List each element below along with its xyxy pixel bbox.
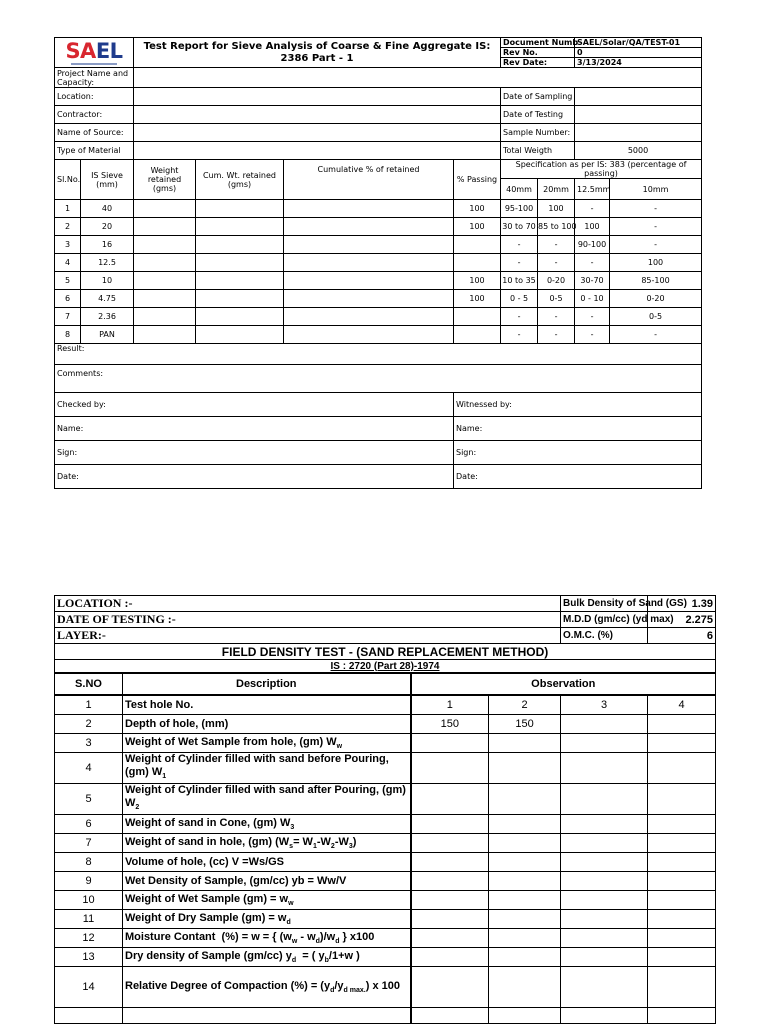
description-cell: Weight of sand in hole, (gm) $(W_s= W_1-W_2-W_3)$ (123, 834, 411, 853)
table-row (55, 948, 716, 967)
observation-1-cell[interactable] (411, 834, 489, 853)
spec-10-cell: 85-100 (610, 272, 702, 290)
table-row (55, 815, 716, 834)
observation-3-cell: 3 (561, 695, 648, 715)
cum-pct-cell[interactable] (284, 308, 454, 326)
col-description: Description (123, 673, 411, 695)
observation-1-cell[interactable] (411, 753, 489, 784)
weight-cell[interactable] (134, 200, 196, 218)
spec-12-5-cell: 100 (575, 218, 610, 236)
table-row (55, 308, 702, 326)
cum-weight-cell[interactable] (196, 326, 284, 344)
mdd-value: 2.275 (648, 612, 716, 628)
table-row (55, 254, 702, 272)
slno-cell: 8 (55, 326, 81, 344)
observation-4-cell[interactable] (648, 784, 716, 815)
next-row-partial-obs (561, 1008, 648, 1024)
spec-12-5-cell: 30-70 (575, 272, 610, 290)
observation-3-cell[interactable] (561, 891, 648, 910)
spec-40-cell: 0 - 5 (501, 290, 538, 308)
observation-1-cell[interactable] (411, 853, 489, 872)
weight-cell[interactable] (134, 308, 196, 326)
sieve-cell: 4.75 (81, 290, 134, 308)
cum-pct-cell[interactable] (284, 236, 454, 254)
spec-12-5-cell: - (575, 200, 610, 218)
sno-cell: 6 (55, 815, 123, 834)
observation-4-cell[interactable] (648, 834, 716, 853)
description-cell: Weight of Cylinder filled with sand after Pouring, (gm) $W_2$ (123, 784, 411, 815)
description-cell: Weight of Wet Sample $(gm) = w_w$ (123, 891, 411, 910)
cum-pct-cell[interactable] (284, 254, 454, 272)
cum-pct-cell[interactable] (284, 290, 454, 308)
observation-2-cell[interactable] (489, 891, 561, 910)
meta-label: Document Numb (501, 38, 575, 48)
meta-value: 0 (575, 48, 702, 58)
table-row (55, 967, 716, 1008)
observation-2-cell[interactable] (489, 910, 561, 929)
checked-by-label: Checked by: (55, 393, 454, 417)
description-cell: Weight of Dry Sample $(gm) = w_d$ (123, 910, 411, 929)
spec-20-cell: - (538, 254, 575, 272)
source-value[interactable] (134, 124, 501, 142)
cum-weight-cell[interactable] (196, 272, 284, 290)
description-cell: Weight of Cylinder filled with sand before Pouring, (gm) $W_1$ (123, 753, 411, 784)
meta-label: Rev Date: (501, 58, 575, 68)
layer-label: LAYER:- (55, 628, 411, 644)
field-density-subtitle (55, 660, 716, 674)
observation-1-cell[interactable] (411, 784, 489, 815)
observation-2-cell[interactable] (489, 815, 561, 834)
col-spec-10mm: 10mm (610, 179, 702, 200)
witness-date-label: Date: (454, 465, 702, 489)
slno-cell: 5 (55, 272, 81, 290)
location-value[interactable] (411, 596, 561, 612)
source-label: Name of Source: (55, 124, 134, 142)
description-cell: Relative Degree of Compaction (%) = $(y_d/y_{d max.})$ x 100 (123, 967, 411, 1008)
passing-cell (454, 254, 501, 272)
observation-3-cell[interactable] (561, 853, 648, 872)
weight-cell[interactable] (134, 236, 196, 254)
cum-pct-cell[interactable] (284, 326, 454, 344)
total-weight-value: 5000 (575, 142, 702, 160)
field-density-table (54, 595, 716, 1024)
bulk-density-label: Bulk Density of Sand (GS) (561, 596, 648, 612)
table-row (55, 715, 716, 734)
observation-4-cell[interactable] (648, 891, 716, 910)
col-sno: S.NO (55, 673, 123, 695)
spec-12-5-cell: - (575, 326, 610, 344)
spec-20-cell: - (538, 236, 575, 254)
observation-2-cell[interactable] (489, 967, 561, 1008)
observation-3-cell[interactable] (561, 948, 648, 967)
spec-10-cell: - (610, 326, 702, 344)
observation-4-cell[interactable] (648, 853, 716, 872)
col-spec-20mm: 20mm (538, 179, 575, 200)
slno-cell: 3 (55, 236, 81, 254)
col-weight: Weight retained (gms) (134, 160, 196, 200)
observation-1-cell[interactable] (411, 872, 489, 891)
observation-2-cell: 150 (489, 715, 561, 734)
col-specification: Specification as per IS: 383 (percentage of passing) (501, 160, 702, 179)
comments-label: Comments: (55, 365, 702, 393)
cum-weight-cell[interactable] (196, 218, 284, 236)
passing-cell: 100 (454, 272, 501, 290)
spec-20-cell: 85 to 100 (538, 218, 575, 236)
observation-1-cell[interactable] (411, 734, 489, 753)
col-cum-pct: Cumulative % of retained (284, 160, 454, 200)
table-row (55, 200, 702, 218)
cum-weight-cell[interactable] (196, 200, 284, 218)
sno-cell: 13 (55, 948, 123, 967)
description-cell: Dry density of Sample (gm/cc) $y_d$ = ( $y_b/1+w$ ) (123, 948, 411, 967)
next-row-partial-obs (411, 1008, 489, 1024)
spec-20-cell: 100 (538, 200, 575, 218)
observation-2-cell[interactable] (489, 834, 561, 853)
passing-cell (454, 326, 501, 344)
contractor-label: Contractor: (55, 106, 134, 124)
observation-3-cell[interactable] (561, 929, 648, 948)
col-slno: Sl.No. (55, 160, 81, 200)
weight-cell[interactable] (134, 254, 196, 272)
checker-date-label: Date: (55, 465, 454, 489)
observation-3-cell[interactable] (561, 910, 648, 929)
observation-4-cell[interactable] (648, 815, 716, 834)
observation-1-cell: 1 (411, 695, 489, 715)
description-cell: Weight of sand in Cone, (gm) $W_3$ (123, 815, 411, 834)
mdd-label: M.D.D (gm/cc) (yd max) (561, 612, 648, 628)
observation-2-cell[interactable] (489, 872, 561, 891)
table-row (55, 272, 702, 290)
spec-40-cell: 10 to 35 (501, 272, 538, 290)
observation-1-cell[interactable] (411, 948, 489, 967)
observation-4-cell[interactable] (648, 910, 716, 929)
description-cell: Wet Density of Sample, (gm/cc) yb = Ww/V (123, 872, 411, 891)
weight-cell[interactable] (134, 326, 196, 344)
sno-cell: 7 (55, 834, 123, 853)
sno-cell: 14 (55, 967, 123, 1008)
observation-1-cell[interactable] (411, 815, 489, 834)
sno-cell: 11 (55, 910, 123, 929)
observation-2-cell[interactable] (489, 853, 561, 872)
sno-cell: 10 (55, 891, 123, 910)
weight-cell[interactable] (134, 218, 196, 236)
observation-1-cell[interactable] (411, 891, 489, 910)
spec-40-cell: - (501, 308, 538, 326)
table-row (55, 290, 702, 308)
observation-4-cell: 4 (648, 695, 716, 715)
sno-cell: 8 (55, 853, 123, 872)
description-cell: Test hole No. (123, 695, 411, 715)
result-label: Result: (55, 344, 702, 365)
spec-20-cell: - (538, 326, 575, 344)
sieve-cell: 16 (81, 236, 134, 254)
omc-value: 6 (648, 628, 716, 644)
date-testing-label: Date of Testing (501, 106, 575, 124)
meta-label: Rev No. (501, 48, 575, 58)
date-of-testing-label: DATE OF TESTING :- (55, 612, 411, 628)
description-cell: Weight of Wet Sample from hole, (gm) $W_w$ (123, 734, 411, 753)
slno-cell: 6 (55, 290, 81, 308)
field-density-title: FIELD DENSITY TEST - (SAND REPLACEMENT METHOD) (55, 644, 716, 660)
table-row (55, 218, 702, 236)
observation-2-cell[interactable] (489, 753, 561, 784)
observation-4-cell[interactable] (648, 967, 716, 1008)
standard-reference: IS : 2720 (Part 28)-1974 (330, 660, 440, 672)
observation-2-cell[interactable] (489, 784, 561, 815)
location-label: Location: (55, 88, 134, 106)
sno-cell: 9 (55, 872, 123, 891)
witnessed-by-label: Witnessed by: (454, 393, 702, 417)
checker-name-label: Name: (55, 417, 454, 441)
col-cum-weight: Cum. Wt. retained (gms) (196, 160, 284, 200)
spec-10-cell: 0-20 (610, 290, 702, 308)
meta-value: SAEL/Solar/QA/TEST-01 (575, 38, 702, 48)
omc-label: O.M.C. (%) (561, 628, 648, 644)
date-of-testing-value[interactable] (411, 612, 561, 628)
observation-4-cell[interactable] (648, 753, 716, 784)
spec-10-cell: 0-5 (610, 308, 702, 326)
table-row (55, 910, 716, 929)
observation-4-cell[interactable] (648, 929, 716, 948)
slno-cell: 2 (55, 218, 81, 236)
report-title: Test Report for Sieve Analysis of Coarse & Fine Aggregate IS: 2386 Part - 1 (134, 38, 501, 68)
spec-40-cell: - (501, 326, 538, 344)
observation-2-cell[interactable] (489, 734, 561, 753)
table-row (55, 734, 716, 753)
material-value[interactable] (134, 142, 501, 160)
sno-cell: 1 (55, 695, 123, 715)
passing-cell (454, 308, 501, 326)
cum-pct-cell[interactable] (284, 272, 454, 290)
spec-20-cell: 0-5 (538, 290, 575, 308)
cum-weight-cell[interactable] (196, 290, 284, 308)
sieve-cell: 2.36 (81, 308, 134, 326)
sno-cell: 4 (55, 753, 123, 784)
observation-3-cell[interactable] (561, 815, 648, 834)
spec-10-cell: - (610, 200, 702, 218)
company-logo: SAEL (55, 38, 134, 68)
cum-pct-cell[interactable] (284, 200, 454, 218)
spec-12-5-cell: 0 - 10 (575, 290, 610, 308)
location-label: LOCATION :- (55, 596, 411, 612)
observation-4-cell[interactable] (648, 872, 716, 891)
observation-2-cell: 2 (489, 695, 561, 715)
bulk-density-value: 1.39 (648, 596, 716, 612)
observation-1-cell[interactable] (411, 967, 489, 1008)
meta-value: 3/13/2024 (575, 58, 702, 68)
table-row (55, 872, 716, 891)
spec-10-cell: - (610, 218, 702, 236)
witness-sign-label: Sign: (454, 441, 702, 465)
sieve-cell: 40 (81, 200, 134, 218)
layer-value[interactable] (411, 628, 561, 644)
col-spec-40mm: 40mm (501, 179, 538, 200)
sieve-cell: PAN (81, 326, 134, 344)
sieve-cell: 12.5 (81, 254, 134, 272)
spec-12-5-cell: - (575, 308, 610, 326)
passing-cell: 100 (454, 200, 501, 218)
table-row (55, 784, 716, 815)
project-label: Project Name and Capacity: (55, 68, 134, 88)
observation-1-cell[interactable] (411, 929, 489, 948)
spec-40-cell: - (501, 254, 538, 272)
date-testing-value[interactable] (575, 106, 702, 124)
observation-3-cell[interactable] (561, 784, 648, 815)
table-row (55, 853, 716, 872)
observation-2-cell[interactable] (489, 929, 561, 948)
table-row (55, 236, 702, 254)
sieve-cell: 10 (81, 272, 134, 290)
slno-cell: 7 (55, 308, 81, 326)
col-spec-12-5mm: 12.5mm (575, 179, 610, 200)
observation-3-cell[interactable] (561, 967, 648, 1008)
sno-cell: 3 (55, 734, 123, 753)
date-sampling-value[interactable] (575, 88, 702, 106)
table-row (55, 891, 716, 910)
sample-number-value[interactable] (575, 124, 702, 142)
contractor-value[interactable] (134, 106, 501, 124)
observation-1-cell: 150 (411, 715, 489, 734)
description-cell: Volume of hole, (cc) V =Ws/GS (123, 853, 411, 872)
description-cell: Depth of hole, (mm) (123, 715, 411, 734)
sample-number-label: Sample Number: (501, 124, 575, 142)
observation-3-cell[interactable] (561, 715, 648, 734)
spec-40-cell: 95-100 (501, 200, 538, 218)
observation-4-cell[interactable] (648, 948, 716, 967)
table-row (55, 326, 702, 344)
cum-weight-cell[interactable] (196, 254, 284, 272)
spec-20-cell: - (538, 308, 575, 326)
col-observation: Observation (411, 673, 716, 695)
sno-cell: 2 (55, 715, 123, 734)
slno-cell: 1 (55, 200, 81, 218)
witness-name-label: Name: (454, 417, 702, 441)
description-cell: Moisture Contant (%) = w = { $(w_w - w_d)/w_d$ } x100 (123, 929, 411, 948)
sieve-analysis-table (54, 37, 702, 489)
table-row (55, 929, 716, 948)
slno-cell: 4 (55, 254, 81, 272)
weight-cell[interactable] (134, 272, 196, 290)
sno-cell: 5 (55, 784, 123, 815)
date-sampling-label: Date of Sampling (501, 88, 575, 106)
observation-3-cell[interactable] (561, 753, 648, 784)
table-row (55, 834, 716, 853)
spec-20-cell: 0-20 (538, 272, 575, 290)
cum-weight-cell[interactable] (196, 308, 284, 326)
spec-12-5-cell: 90-100 (575, 236, 610, 254)
passing-cell: 100 (454, 218, 501, 236)
observation-4-cell[interactable] (648, 734, 716, 753)
observation-1-cell[interactable] (411, 910, 489, 929)
weight-cell[interactable] (134, 290, 196, 308)
observation-2-cell[interactable] (489, 948, 561, 967)
spec-12-5-cell: - (575, 254, 610, 272)
table-row (55, 695, 716, 715)
observation-4-cell[interactable] (648, 715, 716, 734)
passing-cell: 100 (454, 290, 501, 308)
sieve-cell: 20 (81, 218, 134, 236)
cum-weight-cell[interactable] (196, 236, 284, 254)
table-row (55, 753, 716, 784)
next-row-partial-obs (648, 1008, 716, 1024)
project-value[interactable] (134, 68, 702, 88)
next-row-partial (55, 1008, 123, 1024)
observation-3-cell[interactable] (561, 872, 648, 891)
material-label: Type of Material (55, 142, 134, 160)
next-row-partial-desc (123, 1008, 411, 1024)
checker-sign-label: Sign: (55, 441, 454, 465)
spec-10-cell: 100 (610, 254, 702, 272)
observation-3-cell[interactable] (561, 734, 648, 753)
next-row-partial-obs (489, 1008, 561, 1024)
cum-pct-cell[interactable] (284, 218, 454, 236)
location-value[interactable] (134, 88, 501, 106)
col-sieve: IS Sieve (mm) (81, 160, 134, 200)
sno-cell: 12 (55, 929, 123, 948)
spec-40-cell: - (501, 236, 538, 254)
observation-3-cell[interactable] (561, 834, 648, 853)
passing-cell (454, 236, 501, 254)
col-passing: % Passing (454, 160, 501, 200)
spec-10-cell: - (610, 236, 702, 254)
spec-40-cell: 30 to 70 (501, 218, 538, 236)
total-weight-label: Total Weigth (501, 142, 575, 160)
